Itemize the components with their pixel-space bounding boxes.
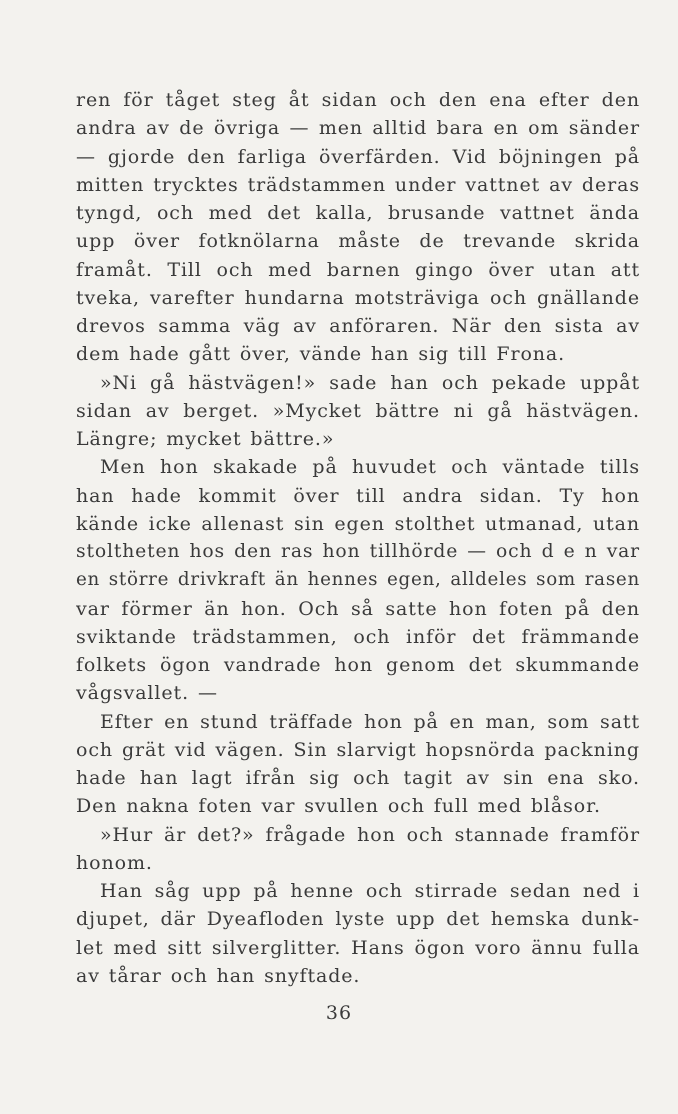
text-line: och grät vid vägen. Sin slarvigt hopsnörda packning xyxy=(76,738,640,761)
text-line: »Ni gå hästvägen!» sade han och pekade uppåt xyxy=(100,371,640,394)
text-line: dem hade gått över, vände han sig till Frona. xyxy=(76,343,566,366)
text-line: han hade kommit över till andra sidan. Ty hon xyxy=(76,484,640,507)
text-line: drevos samma väg av anföraren. När den sista av xyxy=(76,315,640,337)
text-line: Men hon skakade på huvudet och väntade tills xyxy=(100,456,640,479)
text-line: stoltheten hos den ras hon tillhörde — och d e n var xyxy=(76,541,640,562)
text-line: folkets ögon vandrade hon genom det skummande xyxy=(76,654,640,676)
body-text xyxy=(76,86,640,990)
text-line: sidan av berget. »Mycket bättre ni gå hästvägen. xyxy=(76,399,640,422)
text-line: tyngd, och med det kalla, brusande vattnet ända xyxy=(76,202,640,224)
text-line: upp över fotknölarna måste de trevande skrida xyxy=(76,230,640,253)
text-line: Han såg upp på henne och stirrade sedan ned i xyxy=(100,880,640,902)
text-line: vågsvallet. — xyxy=(76,682,218,705)
text-line: hade han lagt ifrån sig och tagit av sin ena sko. xyxy=(76,767,640,789)
text-line: var förmer än hon. Och så satte hon foten på den xyxy=(76,597,640,620)
text-line: Den nakna foten var svullen och full med blåsor. xyxy=(76,795,601,818)
text-line: Efter en stund träffade hon på en man, som satt xyxy=(100,710,640,733)
text-line: Längre; mycket bättre.» xyxy=(76,428,335,450)
text-line: honom. xyxy=(76,851,153,874)
text-line: — gjorde den farliga överfärden. Vid böjningen på xyxy=(76,145,640,168)
text-line: »Hur är det?» frågade hon och stannade framför xyxy=(100,823,640,846)
page-number: 36 xyxy=(325,1002,353,1024)
text-line: ren för tåget steg åt sidan och den ena efter den xyxy=(76,89,640,111)
text-line: av tårar och han snyftade. xyxy=(76,964,361,987)
text-line: andra av de övriga — men alltid bara en om sänder xyxy=(76,117,640,140)
text-line: djupet, där Dyeafloden lyste upp det hemska dunk- xyxy=(76,908,640,931)
text-line: let med sitt silverglitter. Hans ögon voro ännu fulla xyxy=(76,936,640,959)
text-line: mitten trycktes trädstammen under vattnet av deras xyxy=(76,173,640,196)
text-line: kände icke allenast sin egen stolthet utmanad, utan xyxy=(76,512,640,535)
text-line: sviktande trädstammen, och inför det främmande xyxy=(76,625,640,648)
text-line: framåt. Till och med barnen gingo över utan att xyxy=(76,258,640,281)
text-line: en större drivkraft än hennes egen, alldeles som rasen xyxy=(76,569,640,591)
text-line: tveka, varefter hundarna motsträviga och gnällande xyxy=(76,286,640,309)
